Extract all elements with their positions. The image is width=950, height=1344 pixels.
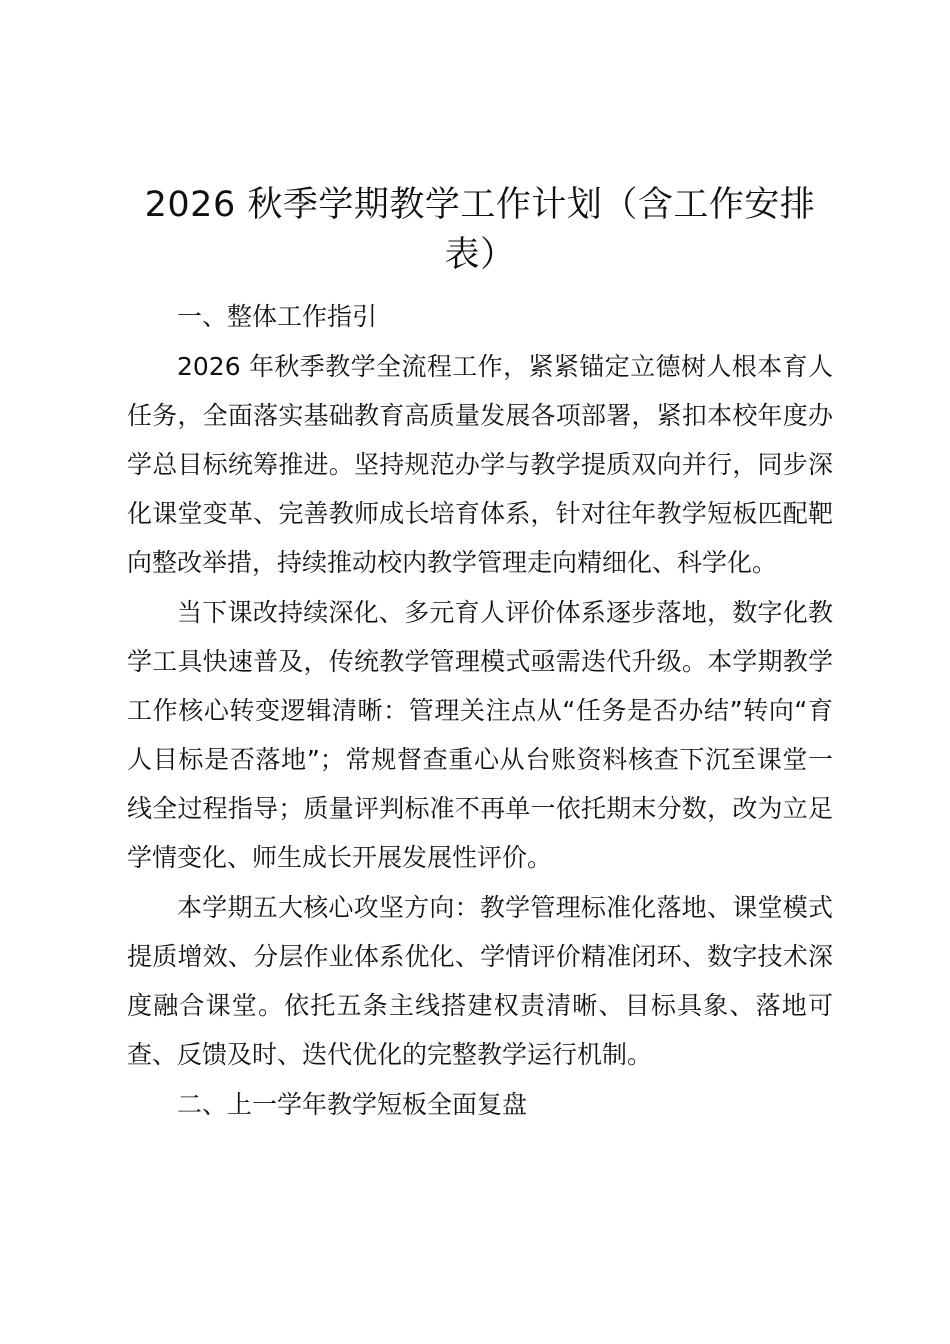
paragraph-3: 本学期五大核心攻坚方向：教学管理标准化落地、课堂模式提质增效、分层作业体系优化、学情评价精准闭环、数字技术深度融合课堂。依托五条主线搭建权责清晰、目标具象、落地可查、反馈及时、迭代优化的完整教学运行机制。 [127,893,833,1069]
section-heading-2: 二、上一学年教学短板全面复盘 [177,1090,528,1119]
document-page [127,180,833,1129]
paragraph-1: 2026 年秋季教学全流程工作，紧紧锚定立德树人根本育人任务，全面落实基础教育高质量发展各项部署，紧扣本校年度办学总目标统筹推进。坚持规范办学与教学提质双向并行，同步深化课堂变革、完善教师成长培育体系，针对往年教学短板匹配靶向整改举措，持续推动校内教学管理走向精细化、科学化。 [127,352,833,577]
paragraph-2: 当下课改持续深化、多元育人评价体系逐步落地，数字化教学工具快速普及，传统教学管理模式亟需迭代升级。本学期教学工作核心转变逻辑清晰：管理关注点从“任务是否办结”转向“育人目标是否落地”；常规督查重心从台账资料核查下沉至课堂一线全过程指导；质量评判标准不再单一依托期末分数，改为立足学情变化、师生成长开展发展性评价。 [127,598,833,872]
document-title: 2026 秋季学期教学工作计划（含工作安排表） [144,185,816,275]
section-heading-1: 一、整体工作指引 [177,302,378,331]
